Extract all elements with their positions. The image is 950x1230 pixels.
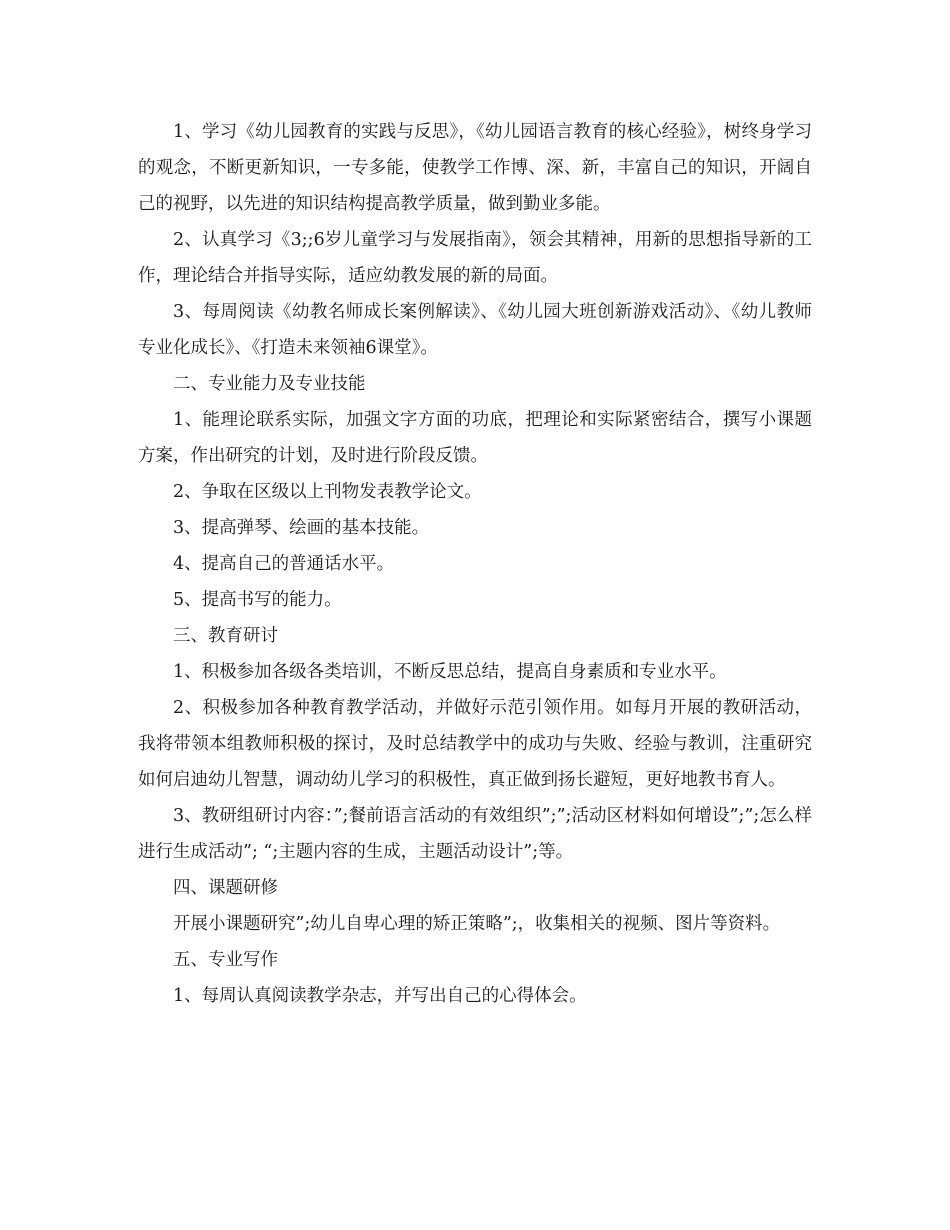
paragraph-small-project: 开展小课题研究”;幼儿自卑心理的矫正策略”;，收集相关的视频、图片等资料。 bbox=[173, 914, 781, 934]
section-heading-project-study: 四、课题研修 bbox=[173, 878, 278, 898]
paragraph-study-guide: 2、认真学习《3;;6岁儿童学习与发展指南》，领会其精神，用新的思想指导新的工作，理论结合并指导实际，适应幼教发展的新的局面。 bbox=[138, 230, 812, 286]
paragraph-training: 1、积极参加各级各类培训，不断反思总结，提高自身素质和专业水平。 bbox=[173, 662, 727, 682]
section-heading-professional-skills: 二、专业能力及专业技能 bbox=[173, 374, 366, 394]
paragraph-theory-practice: 1、能理论联系实际，加强文字方面的功底，把理论和实际紧密结合，撰写小课题方案，作出研究的计划，及时进行阶段反馈。 bbox=[138, 410, 812, 466]
paragraph-research-topics: 3、教研组研讨内容：”;餐前语言活动的有效组织”;”;活动区材料如何增设”;”;怎么样进行生成活动”; “;主题内容的生成，主题活动设计”;等。 bbox=[138, 806, 812, 862]
document-body bbox=[138, 114, 812, 1014]
paragraph-weekly-magazine: 1、每周认真阅读教学杂志，并写出自己的心得体会。 bbox=[173, 986, 587, 1006]
paragraph-publish-papers: 2、争取在区级以上刊物发表教学论文。 bbox=[173, 482, 482, 502]
paragraph-mandarin: 4、提高自己的普通话水平。 bbox=[173, 554, 395, 574]
paragraph-study-books: 1、学习《幼儿园教育的实践与反思》，《幼儿园语言教育的核心经验》，树终身学习的观念，不断更新知识，一专多能，使教学工作博、深、新，丰富自己的知识，开阔自己的视野，以先进的知识结构提高教学质量，做到勤业多能。 bbox=[138, 122, 812, 214]
paragraph-weekly-reading: 3、每周阅读《幼教名师成长案例解读》、《幼儿园大班创新游戏活动》、《幼儿教师专业化成长》、《打造未来领袖6课堂》。 bbox=[138, 302, 812, 358]
paragraph-teaching-activities: 2、积极参加各种教育教学活动，并做好示范引领作用。如每月开展的教研活动，我将带领本组教师积极的探讨，及时总结教学中的成功与失败、经验与教训，注重研究如何启迪幼儿智慧，调动幼儿学习的积极性，真正做到扬长避短，更好地教书育人。 bbox=[138, 698, 812, 790]
section-heading-professional-writing: 五、专业写作 bbox=[173, 950, 278, 970]
paragraph-writing-ability: 5、提高书写的能力。 bbox=[173, 590, 342, 610]
paragraph-piano-drawing: 3、提高弹琴、绘画的基本技能。 bbox=[173, 518, 430, 538]
section-heading-education-research: 三、教育研讨 bbox=[173, 626, 278, 646]
